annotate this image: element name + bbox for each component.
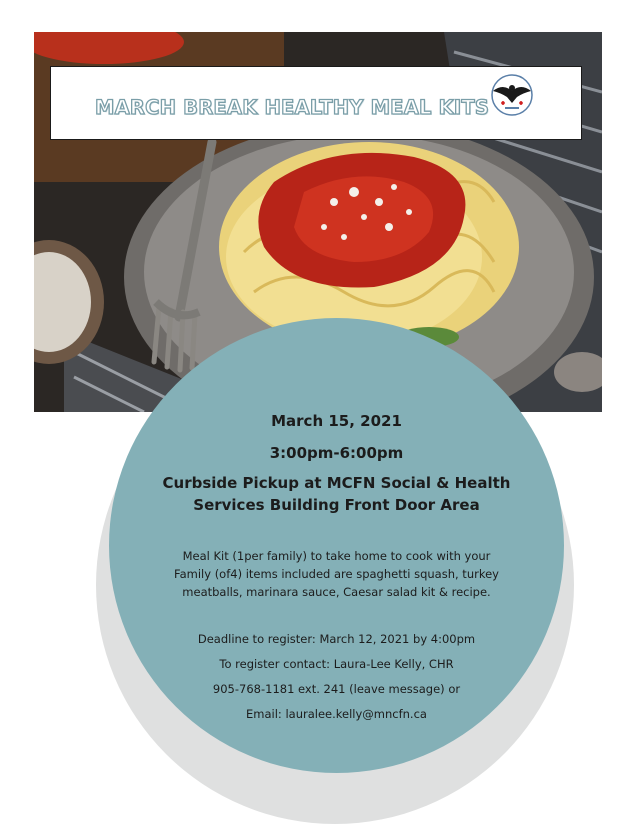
event-date: March 15, 2021 (271, 412, 402, 430)
info-circle (109, 318, 564, 773)
kit-description-1: Meal Kit (1per family) to take home to cook with your (182, 549, 491, 563)
kit-description-2: Family (of4) items included are spaghetti squash, turkey (174, 567, 499, 581)
pickup-line-2: Services Building Front Door Area (193, 496, 480, 514)
registration-contact: To register contact: Laura-Lee Kelly, CHR (219, 657, 454, 671)
pickup-line-1: Curbside Pickup at MCFN Social & Health (162, 474, 511, 492)
title-banner (50, 66, 582, 140)
event-time: 3:00pm-6:00pm (269, 444, 404, 462)
registration-deadline: Deadline to register: March 12, 2021 by 4:00pm (197, 632, 476, 646)
contact-phone: 905-768-1181 ext. 241 (leave message) or (212, 682, 461, 696)
eagle-logo-icon (487, 73, 537, 117)
contact-email: Email: lauralee.kelly@mncfn.ca (246, 707, 427, 721)
kit-description-3: meatballs, marinara sauce, Caesar salad kit & recipe. (182, 585, 491, 599)
flyer-title: MARCH BREAK HEALTHY MEAL KITS (95, 96, 490, 119)
